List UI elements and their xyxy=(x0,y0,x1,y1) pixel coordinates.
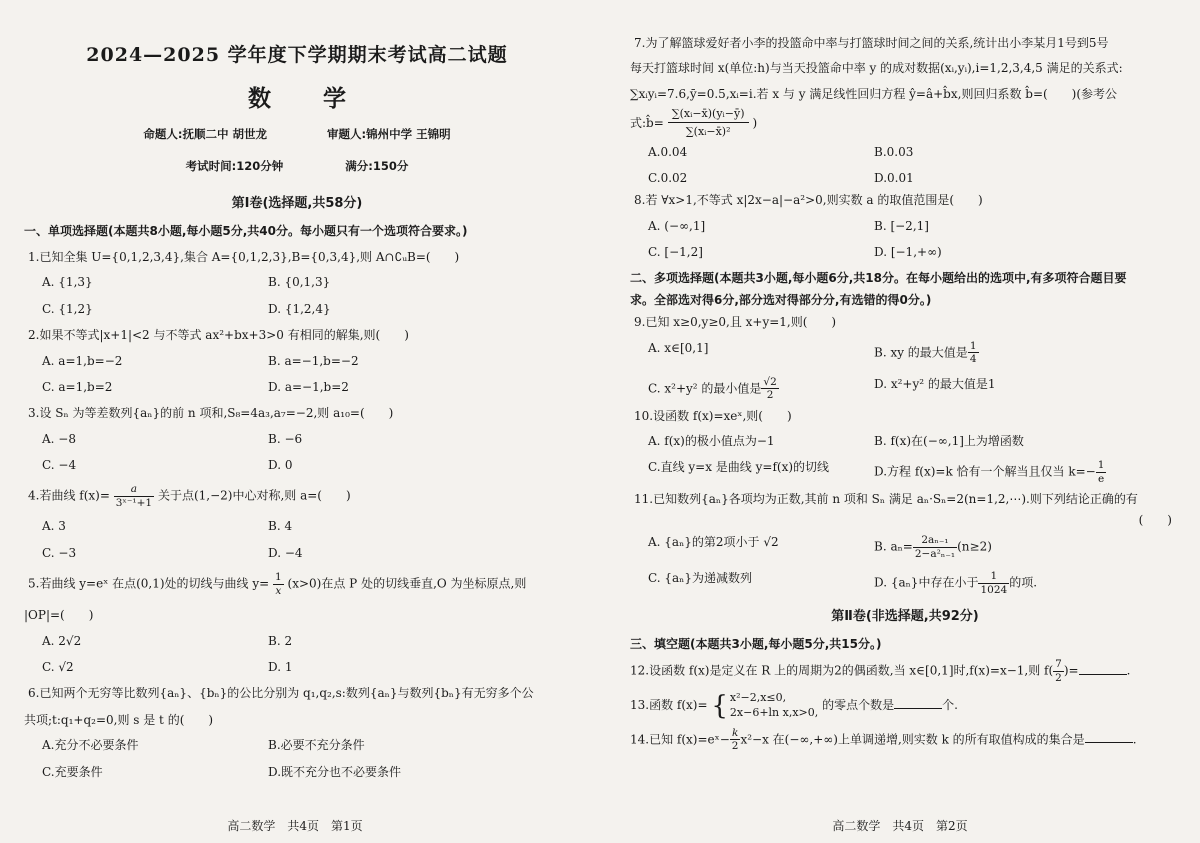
option-c: C. −4 xyxy=(42,458,77,473)
option-c: C. a=1,b=2 xyxy=(42,379,113,394)
fraction: $\frac{7}{2}$ xyxy=(1055,658,1062,684)
option-b: B.必要不充分条件 xyxy=(268,738,365,753)
options xyxy=(24,634,570,675)
option-d: D.方程 f(x)=k 恰有一个解当且仅当 k=− $\frac{1}{e}$ xyxy=(874,459,1105,485)
option-a: A. −8 xyxy=(42,431,76,446)
answer-blank[interactable] xyxy=(894,698,942,709)
question-8 xyxy=(630,193,1180,259)
fraction: $\frac{a}{\text{3ˣ⁻¹+1}}$ xyxy=(115,483,153,509)
option-c: C. [−1,2] xyxy=(648,245,703,260)
question-stem: 11.已知数列{aₙ}各项均为正数,其前 n 项和 Sₙ 满足 aₙ·Sₙ=2(n=1,2,⋯).则下列结论正确的有 xyxy=(634,492,1138,507)
option-d: D. −4 xyxy=(268,545,303,560)
fraction: $\frac{1}{x}$ xyxy=(275,571,282,597)
option-d: D. {aₙ}中存在小于 $\frac{1}{1024}$ 的项. xyxy=(874,570,1038,596)
option-a: A. 2√2 xyxy=(42,633,82,648)
regression-formula: 式:b̂= $\frac{\text{∑(xᵢ−x̄)(yᵢ−ȳ)}}{\text{∑(xᵢ−x̄)²}}$ ) xyxy=(630,107,758,139)
question-stem-line2: 共项;t:q₁+q₂=0,则 s 是 t 的( ) xyxy=(24,712,214,727)
question-stem: 6.已知两个无穷等比数列{aₙ}、{bₙ}的公比分别为 q₁,q₂,s:数列{aₙ}与数列{bₙ}有无穷多个公 xyxy=(28,686,534,701)
section-2-heading: 二、多项选择题(本题共3小题,每小题6分,共18分。在每小题给出的选项中,有多项符合题目要 xyxy=(630,270,1127,285)
author-label: 命题人:抚顺二中 胡世龙 xyxy=(143,127,267,142)
options xyxy=(24,519,570,560)
option-a: A.0.04 xyxy=(648,144,688,159)
author-row xyxy=(24,128,570,142)
question-stem-line3: ∑xᵢyᵢ=7.6,ȳ=0.5,xᵢ=i.若 x 与 y 满足线性回归方程 ŷ=â+b̂x,则回归系数 b̂=( )(参考公 xyxy=(630,86,1118,101)
option-d: D.既不充分也不必要条件 xyxy=(268,764,402,779)
question-stem-line1: 7.为了解篮球爱好者小李的投篮命中率与打篮球时间之间的关系,统计出小李某月1号到5号 xyxy=(634,36,1109,50)
option-d: D. [−1,+∞) xyxy=(874,245,942,260)
question-stem: 10.设函数 f(x)=xeˣ,则( ) xyxy=(634,408,792,423)
option-a: A. {aₙ}的第2项小于 √2 xyxy=(648,535,779,550)
option-c: C. −3 xyxy=(42,545,77,560)
option-b: B. f(x)在(−∞,1]上为增函数 xyxy=(874,434,1024,449)
question-stem-line2: |OP|=( ) xyxy=(24,608,94,623)
option-b: B.0.03 xyxy=(874,144,914,159)
option-d: D. {1,2,4} xyxy=(268,301,331,316)
options xyxy=(24,738,570,779)
option-c: C.0.02 xyxy=(648,170,688,185)
score-label: 满分:150分 xyxy=(345,159,409,174)
question-1 xyxy=(24,250,570,316)
page-footer: 高二数学 共4页 第2页 xyxy=(832,818,968,833)
option-b: B. a=−1,b=−2 xyxy=(268,353,359,368)
option-c: C. {aₙ}为递减数列 xyxy=(648,571,752,586)
question-12: 12.设函数 f(x)是定义在 R 上的周期为2的偶函数,当 x∈[0,1]时,f(x)=x−1,则 f( $\frac{7}{2}$ )= . xyxy=(630,658,1131,684)
volume-2-title: 第Ⅱ卷(非选择题,共92分) xyxy=(831,609,979,625)
option-c: C.充要条件 xyxy=(42,764,103,779)
question-stem: 8.若 ∀x>1,不等式 x|2x−a|−a²>0,则实数 a 的取值范围是( ) xyxy=(634,193,983,208)
options xyxy=(24,354,570,395)
options xyxy=(24,432,570,473)
time-row xyxy=(24,160,570,174)
option-b: B. 2 xyxy=(268,633,293,648)
answer-blank[interactable] xyxy=(1085,732,1133,743)
option-d: D.0.01 xyxy=(874,170,914,185)
page-footer: 高二数学 共4页 第1页 xyxy=(227,818,363,833)
question-stem-line2: 每天打篮球时间 x(单位:h)与当天投篮命中率 y 的成对数据(xᵢ,yᵢ),i=1,2,3,4,5 满足的关系式: xyxy=(630,61,1123,76)
answer-paren: ( ) xyxy=(1138,512,1172,527)
section-1-heading: 一、单项选择题(本题共8小题,每小题5分,共40分。每小题只有一个选项符合要求。) xyxy=(24,223,468,238)
exam-title: 2024—2025 学年度下学期期末考试高二试题 xyxy=(86,44,508,66)
question-stem: 4.若曲线 f(x)= $\frac{a}{\text{3ˣ⁻¹+1}}$ 关于点(1,−2)中心对称,则 a=( ) xyxy=(28,483,351,509)
option-a: A. a=1,b=−2 xyxy=(42,353,123,368)
option-b: B. aₙ= $\frac{\text{2aₙ₋₁}}{\text{2−a²ₙ₋₁}}$ (n≥2) xyxy=(874,534,992,560)
option-a: A. 3 xyxy=(42,519,66,534)
option-a: A. x∈[0,1] xyxy=(648,340,709,355)
options xyxy=(24,275,570,316)
option-a: A.充分不必要条件 xyxy=(42,738,139,753)
reviewer-label: 审题人:锦州中学 王锦明 xyxy=(327,127,451,142)
question-6 xyxy=(24,686,570,779)
option-a: A. (−∞,1] xyxy=(648,218,706,233)
time-label: 考试时间:120分钟 xyxy=(185,159,284,174)
option-b: B. 4 xyxy=(268,519,293,534)
question-stem: 3.设 Sₙ 为等差数列{aₙ}的前 n 项和,S₈=4a₃,a₇=−2,则 a₁₀=( ) xyxy=(28,406,394,421)
question-11 xyxy=(630,492,1180,595)
question-5 xyxy=(24,572,570,674)
question-stem: 9.已知 x≥0,y≥0,且 x+y=1,则( ) xyxy=(634,315,837,330)
option-b: B. [−2,1] xyxy=(874,218,929,233)
options xyxy=(630,145,1180,186)
option-d: D. 0 xyxy=(268,458,293,473)
option-a: A. {1,3} xyxy=(42,275,93,290)
answer-blank[interactable] xyxy=(1079,664,1127,675)
option-c: C. {1,2} xyxy=(42,301,93,316)
question-4 xyxy=(24,484,570,560)
option-c: C.直线 y=x 是曲线 y=f(x)的切线 xyxy=(648,460,830,475)
fraction: $\frac{k}{2}$ xyxy=(731,726,739,753)
option-c: C. √2 xyxy=(42,660,74,675)
question-stem: 2.如果不等式|x+1|<2 与不等式 ax²+bx+3>0 有相同的解集,则( ) xyxy=(28,328,409,343)
fraction: $\frac{\text{∑(xᵢ−x̄)(yᵢ−ȳ)}}{\text{∑(xᵢ−x̄)²}}$ xyxy=(668,107,749,138)
question-stem: 1.已知全集 U={0,1,2,3,4},集合 A={0,1,2,3},B={0,3,4},则 A∩∁ᵤB=( ) xyxy=(28,249,460,264)
option-d: D. 1 xyxy=(268,660,293,675)
option-b: B. {0,1,3} xyxy=(268,275,331,290)
option-a: A. f(x)的极小值点为−1 xyxy=(648,434,775,449)
options xyxy=(630,434,1180,484)
option-c: C. x²+y² 的最小值是 $\frac{√2}{2}$ xyxy=(648,375,777,402)
question-14: 14.已知 f(x)=eˣ− $\frac{k}{2}$ x²−x 在(−∞,+∞)上单调递增,则实数 k 的所有取值构成的集合是 . xyxy=(630,726,1137,753)
question-2 xyxy=(24,328,570,394)
page-2 xyxy=(600,0,1200,843)
question-9 xyxy=(630,315,1180,400)
section-3-heading: 三、填空题(本题共3小题,每小题5分,共15分。) xyxy=(630,636,882,651)
piecewise-function: { x²−2,x≤0, 2x−6+ln x,x>0, xyxy=(711,690,819,721)
subject-title: 数 学 xyxy=(247,84,368,112)
question-13: 13.函数 f(x)= { x²−2,x≤0, 2x−6+ln x,x>0, 的零点个数是 个. xyxy=(630,690,958,721)
option-d: D. x²+y² 的最大值是1 xyxy=(874,376,996,391)
question-10 xyxy=(630,409,1180,485)
section-2-heading-line2: 求。全部选对得6分,部分选对得部分分,有选错的得0分。) xyxy=(630,292,932,307)
volume-1-title: 第Ⅰ卷(选择题,共58分) xyxy=(231,195,363,211)
options xyxy=(630,535,1180,595)
option-b: B. xy 的最大值是 $\frac{1}{4}$ xyxy=(874,339,977,366)
options xyxy=(630,219,1180,260)
brace-icon: { xyxy=(711,690,728,721)
question-7 xyxy=(630,36,1180,185)
option-b: B. −6 xyxy=(268,431,303,446)
question-stem: 5.若曲线 y=eˣ 在点(0,1)处的切线与曲线 y= $\frac{1}{x}$ (x>0)在点 P 处的切线垂直,O 为坐标原点,则 xyxy=(28,571,527,597)
options xyxy=(630,341,1180,401)
question-3 xyxy=(24,406,570,472)
option-d: D. a=−1,b=2 xyxy=(268,379,349,394)
